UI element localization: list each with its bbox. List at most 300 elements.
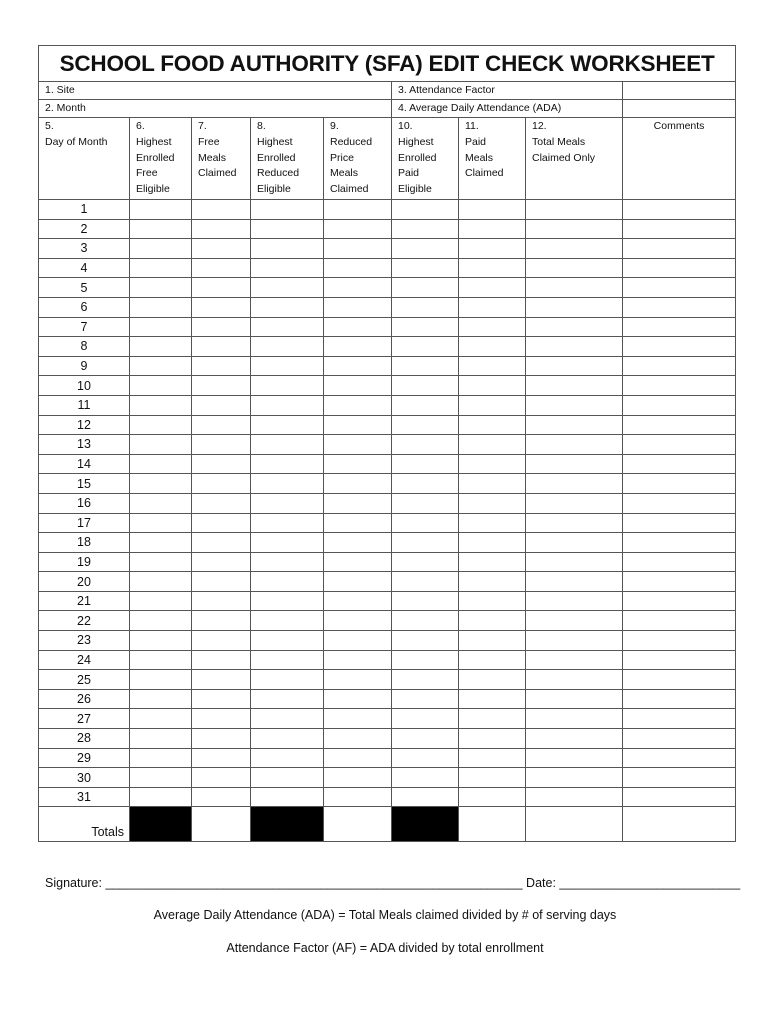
entry-cell[interactable] [251, 689, 324, 709]
entry-cell[interactable] [192, 317, 251, 337]
day-row [39, 493, 736, 513]
entry-cell[interactable] [324, 729, 392, 749]
entry-cell[interactable] [623, 689, 736, 709]
entry-cell[interactable] [130, 219, 192, 239]
entry-cell[interactable] [324, 200, 392, 220]
entry-cell[interactable] [324, 415, 392, 435]
entry-cell[interactable] [324, 768, 392, 788]
entry-cell[interactable] [251, 258, 324, 278]
entry-cell[interactable] [192, 650, 251, 670]
entry-cell[interactable] [623, 533, 736, 553]
day-number: 1 [39, 200, 130, 220]
entry-cell[interactable] [392, 611, 459, 631]
entry-cell[interactable] [324, 631, 392, 651]
entry-cell[interactable] [251, 219, 324, 239]
entry-cell[interactable] [459, 768, 526, 788]
entry-cell[interactable] [324, 258, 392, 278]
month-field[interactable]: 2. Month [39, 100, 392, 118]
day-number: 20 [39, 572, 130, 592]
entry-cell[interactable] [130, 395, 192, 415]
entry-cell[interactable] [251, 768, 324, 788]
entry-cell[interactable] [459, 631, 526, 651]
entry-cell[interactable] [130, 552, 192, 572]
entry-cell[interactable] [392, 219, 459, 239]
entry-cell[interactable] [459, 239, 526, 259]
entry-cell[interactable] [623, 768, 736, 788]
day-number: 6 [39, 297, 130, 317]
entry-cell[interactable] [526, 572, 623, 592]
entry-cell[interactable] [324, 337, 392, 357]
day-row [39, 454, 736, 474]
entry-cell[interactable] [192, 454, 251, 474]
entry-cell[interactable] [251, 317, 324, 337]
entry-cell[interactable] [459, 395, 526, 415]
entry-cell[interactable] [251, 435, 324, 455]
entry-cell[interactable] [251, 670, 324, 690]
entry-cell[interactable] [324, 748, 392, 768]
entry-cell[interactable] [130, 787, 192, 807]
day-row [39, 474, 736, 494]
entry-cell[interactable] [324, 239, 392, 259]
entry-cell[interactable] [623, 317, 736, 337]
col-header-highest-enrolled-free: 6. Highest Enrolled Free Eligible [130, 118, 192, 200]
entry-cell[interactable] [623, 415, 736, 435]
entry-cell[interactable] [392, 317, 459, 337]
entry-cell[interactable] [130, 729, 192, 749]
entry-cell[interactable] [459, 533, 526, 553]
entry-cell[interactable] [459, 748, 526, 768]
entry-cell[interactable] [459, 572, 526, 592]
entry-cell[interactable] [392, 533, 459, 553]
col-header-reduced-meals-claimed: 9. Reduced Price Meals Claimed [324, 118, 392, 200]
entry-cell[interactable] [251, 729, 324, 749]
day-number: 9 [39, 356, 130, 376]
entry-cell[interactable] [324, 219, 392, 239]
entry-cell[interactable] [459, 278, 526, 298]
entry-cell[interactable] [623, 258, 736, 278]
entry-cell[interactable] [130, 278, 192, 298]
day-row [39, 219, 736, 239]
entry-cell[interactable] [392, 395, 459, 415]
entry-cell[interactable] [192, 787, 251, 807]
col-header-total-meals-claimed: 12. Total Meals Claimed Only [526, 118, 623, 200]
entry-cell[interactable] [324, 689, 392, 709]
entry-cell[interactable] [392, 454, 459, 474]
entry-cell[interactable] [459, 297, 526, 317]
entry-cell[interactable] [251, 493, 324, 513]
entry-cell[interactable] [392, 474, 459, 494]
entry-cell[interactable] [623, 729, 736, 749]
entry-cell[interactable] [192, 768, 251, 788]
day-row [39, 376, 736, 396]
entry-cell[interactable] [130, 650, 192, 670]
entry-cell[interactable] [459, 729, 526, 749]
entry-cell[interactable] [192, 493, 251, 513]
af-formula-note: Attendance Factor (AF) = ADA divided by total enrollment [226, 941, 544, 955]
entry-cell[interactable] [324, 552, 392, 572]
entry-cell[interactable] [623, 376, 736, 396]
entry-cell[interactable] [526, 748, 623, 768]
day-number: 7 [39, 317, 130, 337]
entry-cell[interactable] [392, 356, 459, 376]
entry-cell[interactable] [324, 376, 392, 396]
entry-cell[interactable] [192, 258, 251, 278]
entry-cell[interactable] [459, 709, 526, 729]
entry-cell[interactable] [130, 591, 192, 611]
entry-cell[interactable] [526, 395, 623, 415]
entry-cell[interactable] [324, 493, 392, 513]
entry-cell[interactable] [526, 493, 623, 513]
entry-cell[interactable] [251, 395, 324, 415]
attendance-factor-field[interactable]: 3. Attendance Factor [392, 82, 623, 100]
entry-cell[interactable] [459, 219, 526, 239]
entry-cell[interactable] [130, 376, 192, 396]
entry-cell[interactable] [392, 768, 459, 788]
entry-cell[interactable] [192, 395, 251, 415]
entry-cell[interactable] [623, 787, 736, 807]
entry-cell[interactable] [392, 650, 459, 670]
day-row [39, 572, 736, 592]
entry-cell[interactable] [192, 200, 251, 220]
entry-cell[interactable] [459, 317, 526, 337]
col-header-free-meals-claimed: 7. Free Meals Claimed [192, 118, 251, 200]
entry-cell[interactable] [526, 337, 623, 357]
day-row [39, 552, 736, 572]
entry-cell[interactable] [192, 729, 251, 749]
entry-cell[interactable] [251, 533, 324, 553]
entry-cell[interactable] [392, 258, 459, 278]
entry-cell[interactable] [251, 474, 324, 494]
entry-cell[interactable] [526, 670, 623, 690]
entry-cell[interactable] [526, 239, 623, 259]
entry-cell[interactable] [192, 611, 251, 631]
entry-cell[interactable] [392, 239, 459, 259]
entry-cell[interactable] [251, 611, 324, 631]
entry-cell[interactable] [526, 356, 623, 376]
entry-cell[interactable] [130, 493, 192, 513]
entry-cell[interactable] [392, 729, 459, 749]
entry-cell[interactable] [251, 787, 324, 807]
day-row [39, 650, 736, 670]
shaded-total-cell [392, 807, 459, 842]
entry-cell[interactable] [623, 611, 736, 631]
entry-cell[interactable] [324, 572, 392, 592]
ada-field[interactable]: 4. Average Daily Attendance (ADA) [392, 100, 623, 118]
total-cell[interactable] [459, 807, 526, 842]
entry-cell[interactable] [324, 395, 392, 415]
day-number: 16 [39, 493, 130, 513]
entry-cell[interactable] [324, 317, 392, 337]
entry-cell[interactable] [459, 454, 526, 474]
entry-cell[interactable] [392, 748, 459, 768]
entry-cell[interactable] [324, 591, 392, 611]
entry-cell[interactable] [324, 297, 392, 317]
entry-cell[interactable] [130, 611, 192, 631]
signature-date-line[interactable]: Signature: ____________________________________________________________ Date: __________________________ [45, 876, 741, 890]
day-number: 27 [39, 709, 130, 729]
column-header-row [39, 118, 736, 200]
day-row [39, 631, 736, 651]
entry-cell[interactable] [392, 278, 459, 298]
entry-cell[interactable] [251, 200, 324, 220]
entry-cell[interactable] [192, 533, 251, 553]
entry-cell[interactable] [526, 435, 623, 455]
entry-cell[interactable] [459, 670, 526, 690]
entry-cell[interactable] [623, 552, 736, 572]
entry-cell[interactable] [192, 631, 251, 651]
entry-cell[interactable] [192, 513, 251, 533]
entry-cell[interactable] [251, 297, 324, 317]
entry-cell[interactable] [251, 552, 324, 572]
entry-cell[interactable] [130, 689, 192, 709]
entry-cell[interactable] [526, 376, 623, 396]
entry-cell[interactable] [192, 376, 251, 396]
entry-cell[interactable] [192, 337, 251, 357]
entry-cell[interactable] [459, 415, 526, 435]
entry-cell[interactable] [526, 415, 623, 435]
entry-cell[interactable] [192, 356, 251, 376]
entry-cell[interactable] [324, 474, 392, 494]
entry-cell[interactable] [526, 533, 623, 553]
ada-value[interactable] [623, 100, 736, 118]
entry-cell[interactable] [526, 650, 623, 670]
entry-cell[interactable] [192, 552, 251, 572]
total-cell[interactable] [623, 807, 736, 842]
entry-cell[interactable] [324, 454, 392, 474]
entry-cell[interactable] [526, 768, 623, 788]
entry-cell[interactable] [392, 513, 459, 533]
entry-cell[interactable] [251, 376, 324, 396]
entry-cell[interactable] [526, 513, 623, 533]
entry-cell[interactable] [392, 376, 459, 396]
entry-cell[interactable] [251, 513, 324, 533]
entry-cell[interactable] [459, 650, 526, 670]
day-row [39, 278, 736, 298]
entry-cell[interactable] [324, 356, 392, 376]
entry-cell[interactable] [392, 670, 459, 690]
entry-cell[interactable] [526, 689, 623, 709]
entry-cell[interactable] [324, 513, 392, 533]
day-row [39, 729, 736, 749]
entry-cell[interactable] [192, 278, 251, 298]
entry-cell[interactable] [623, 356, 736, 376]
entry-cell[interactable] [623, 454, 736, 474]
entry-cell[interactable] [623, 395, 736, 415]
entry-cell[interactable] [130, 513, 192, 533]
entry-cell[interactable] [251, 337, 324, 357]
entry-cell[interactable] [251, 748, 324, 768]
day-row [39, 689, 736, 709]
entry-cell[interactable] [526, 200, 623, 220]
entry-cell[interactable] [251, 415, 324, 435]
total-cell[interactable] [324, 807, 392, 842]
entry-cell[interactable] [526, 787, 623, 807]
entry-cell[interactable] [251, 591, 324, 611]
entry-cell[interactable] [192, 474, 251, 494]
attendance-factor-value[interactable] [623, 82, 736, 100]
entry-cell[interactable] [526, 474, 623, 494]
entry-cell[interactable] [623, 670, 736, 690]
entry-cell[interactable] [526, 709, 623, 729]
entry-cell[interactable] [192, 591, 251, 611]
entry-cell[interactable] [392, 591, 459, 611]
entry-cell[interactable] [623, 219, 736, 239]
entry-cell[interactable] [324, 670, 392, 690]
entry-cell[interactable] [324, 709, 392, 729]
entry-cell[interactable] [526, 591, 623, 611]
site-field[interactable]: 1. Site [39, 82, 392, 100]
entry-cell[interactable] [526, 729, 623, 749]
entry-cell[interactable] [623, 591, 736, 611]
entry-cell[interactable] [459, 474, 526, 494]
entry-cell[interactable] [251, 454, 324, 474]
entry-cell[interactable] [392, 435, 459, 455]
entry-cell[interactable] [526, 258, 623, 278]
entry-cell[interactable] [324, 611, 392, 631]
entry-cell[interactable] [459, 513, 526, 533]
entry-cell[interactable] [251, 239, 324, 259]
entry-cell[interactable] [251, 650, 324, 670]
col-header-day-of-month: 5. Day of Month [39, 118, 130, 200]
day-number: 28 [39, 729, 130, 749]
entry-cell[interactable] [192, 709, 251, 729]
entry-cell[interactable] [459, 591, 526, 611]
entry-cell[interactable] [130, 415, 192, 435]
entry-cell[interactable] [459, 787, 526, 807]
entry-cell[interactable] [130, 670, 192, 690]
entry-cell[interactable] [251, 572, 324, 592]
entry-cell[interactable] [526, 552, 623, 572]
entry-cell[interactable] [324, 278, 392, 298]
entry-cell[interactable] [251, 356, 324, 376]
entry-cell[interactable] [251, 278, 324, 298]
entry-cell[interactable] [526, 631, 623, 651]
entry-cell[interactable] [623, 297, 736, 317]
entry-cell[interactable] [192, 572, 251, 592]
day-number: 26 [39, 689, 130, 709]
shaded-total-cell [130, 807, 192, 842]
entry-cell[interactable] [392, 689, 459, 709]
entry-cell[interactable] [324, 533, 392, 553]
entry-cell[interactable] [192, 748, 251, 768]
day-row [39, 356, 736, 376]
entry-cell[interactable] [459, 552, 526, 572]
entry-cell[interactable] [192, 239, 251, 259]
entry-cell[interactable] [526, 611, 623, 631]
entry-cell[interactable] [526, 278, 623, 298]
entry-cell[interactable] [459, 689, 526, 709]
entry-cell[interactable] [130, 768, 192, 788]
entry-cell[interactable] [526, 297, 623, 317]
entry-cell[interactable] [526, 454, 623, 474]
entry-cell[interactable] [623, 278, 736, 298]
entry-cell[interactable] [130, 631, 192, 651]
day-row [39, 200, 736, 220]
day-row [39, 395, 736, 415]
entry-cell[interactable] [324, 650, 392, 670]
entry-cell[interactable] [192, 689, 251, 709]
entry-cell[interactable] [392, 493, 459, 513]
entry-cell[interactable] [130, 533, 192, 553]
total-cell[interactable] [192, 807, 251, 842]
entry-cell[interactable] [392, 415, 459, 435]
entry-cell[interactable] [459, 611, 526, 631]
entry-cell[interactable] [192, 297, 251, 317]
entry-cell[interactable] [192, 219, 251, 239]
entry-cell[interactable] [459, 200, 526, 220]
entry-cell[interactable] [623, 239, 736, 259]
entry-cell[interactable] [130, 748, 192, 768]
entry-cell[interactable] [130, 572, 192, 592]
entry-cell[interactable] [392, 552, 459, 572]
entry-cell[interactable] [251, 709, 324, 729]
entry-cell[interactable] [130, 337, 192, 357]
entry-cell[interactable] [392, 572, 459, 592]
entry-cell[interactable] [459, 493, 526, 513]
entry-cell[interactable] [192, 670, 251, 690]
totals-row [39, 807, 736, 842]
day-number: 12 [39, 415, 130, 435]
entry-cell[interactable] [459, 337, 526, 357]
entry-cell[interactable] [130, 239, 192, 259]
entry-cell[interactable] [130, 317, 192, 337]
entry-cell[interactable] [192, 435, 251, 455]
entry-cell[interactable] [459, 258, 526, 278]
total-cell[interactable] [526, 807, 623, 842]
entry-cell[interactable] [459, 435, 526, 455]
entry-cell[interactable] [130, 258, 192, 278]
entry-cell[interactable] [392, 337, 459, 357]
entry-cell[interactable] [392, 297, 459, 317]
entry-cell[interactable] [130, 474, 192, 494]
entry-cell[interactable] [324, 435, 392, 455]
entry-cell[interactable] [392, 631, 459, 651]
entry-cell[interactable] [324, 787, 392, 807]
entry-cell[interactable] [623, 513, 736, 533]
day-number: 15 [39, 474, 130, 494]
entry-cell[interactable] [623, 435, 736, 455]
entry-cell[interactable] [130, 435, 192, 455]
entry-cell[interactable] [623, 709, 736, 729]
entry-cell[interactable] [623, 474, 736, 494]
entry-cell[interactable] [130, 297, 192, 317]
day-number: 30 [39, 768, 130, 788]
entry-cell[interactable] [623, 631, 736, 651]
entry-cell[interactable] [526, 219, 623, 239]
edit-check-worksheet-table [38, 45, 736, 842]
entry-cell[interactable] [130, 709, 192, 729]
entry-cell[interactable] [623, 493, 736, 513]
entry-cell[interactable] [392, 200, 459, 220]
entry-cell[interactable] [392, 709, 459, 729]
entry-cell[interactable] [392, 787, 459, 807]
entry-cell[interactable] [459, 376, 526, 396]
entry-cell[interactable] [623, 650, 736, 670]
day-row [39, 611, 736, 631]
entry-cell[interactable] [623, 200, 736, 220]
entry-cell[interactable] [459, 356, 526, 376]
entry-cell[interactable] [526, 317, 623, 337]
day-number: 17 [39, 513, 130, 533]
entry-cell[interactable] [251, 631, 324, 651]
entry-cell[interactable] [130, 454, 192, 474]
entry-cell[interactable] [192, 415, 251, 435]
entry-cell[interactable] [623, 337, 736, 357]
entry-cell[interactable] [623, 748, 736, 768]
entry-cell[interactable] [130, 356, 192, 376]
entry-cell[interactable] [130, 200, 192, 220]
entry-cell[interactable] [623, 572, 736, 592]
